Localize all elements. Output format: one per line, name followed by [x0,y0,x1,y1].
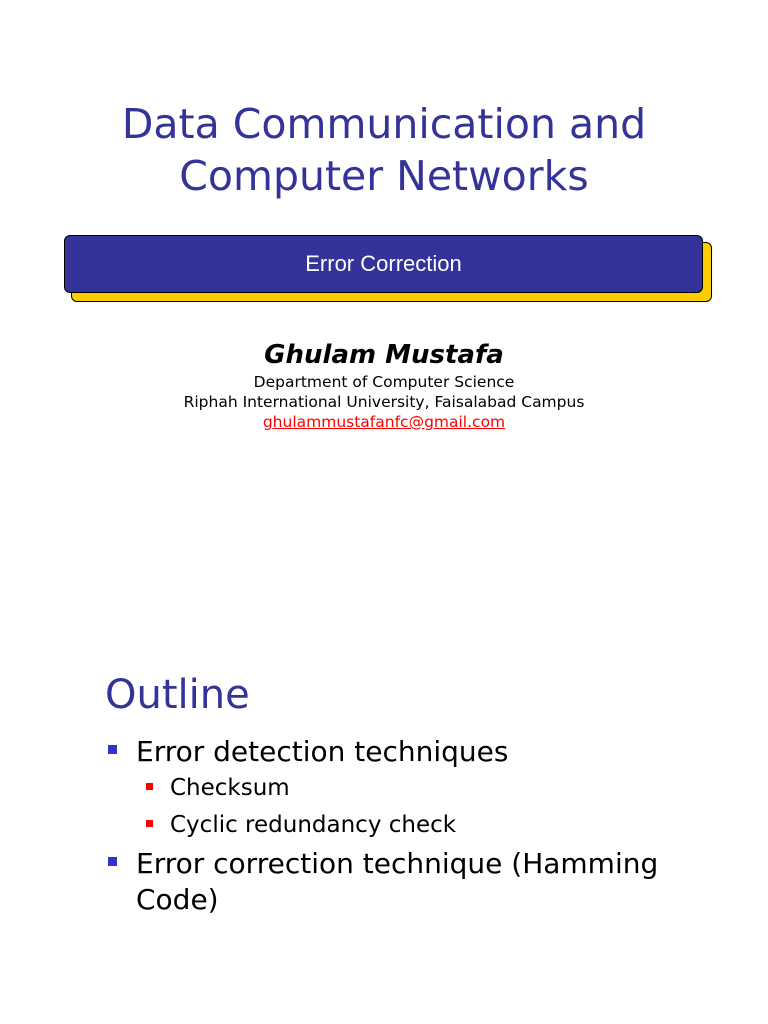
subtitle-banner [64,235,703,293]
author-block [0,338,768,432]
slide-title [0,98,768,202]
bullet-item [105,734,725,770]
square-bullet-icon [146,783,153,790]
sub-bullet-item [105,770,725,807]
sub-bullet-item [105,807,725,844]
outline-slide [0,512,768,1024]
slide-title-line1: Data Communication and [121,100,647,148]
author-university: Riphah International University, Faisalabad Campus [183,393,585,411]
square-bullet-icon [146,820,153,827]
bullet-text: Error correction technique (Hamming Code) [136,847,659,916]
subtitle-text: Error Correction [305,251,462,276]
author-email-link[interactable]: ghulammustafanfc@gmail.com [262,413,506,431]
sub-bullet-text: Checksum [170,775,290,801]
author-name: Ghulam Mustafa [264,340,504,370]
sub-bullet-text: Cyclic redundancy check [170,812,457,838]
outline-title: Outline [105,672,250,718]
bullet-text: Error detection techniques [136,735,509,768]
square-bullet-icon [108,745,117,754]
bullet-item [105,846,725,918]
slide-title-line2: Computer Networks [179,152,589,200]
square-bullet-icon [108,857,117,866]
author-department: Department of Computer Science [253,373,515,391]
outline-list [105,734,725,918]
